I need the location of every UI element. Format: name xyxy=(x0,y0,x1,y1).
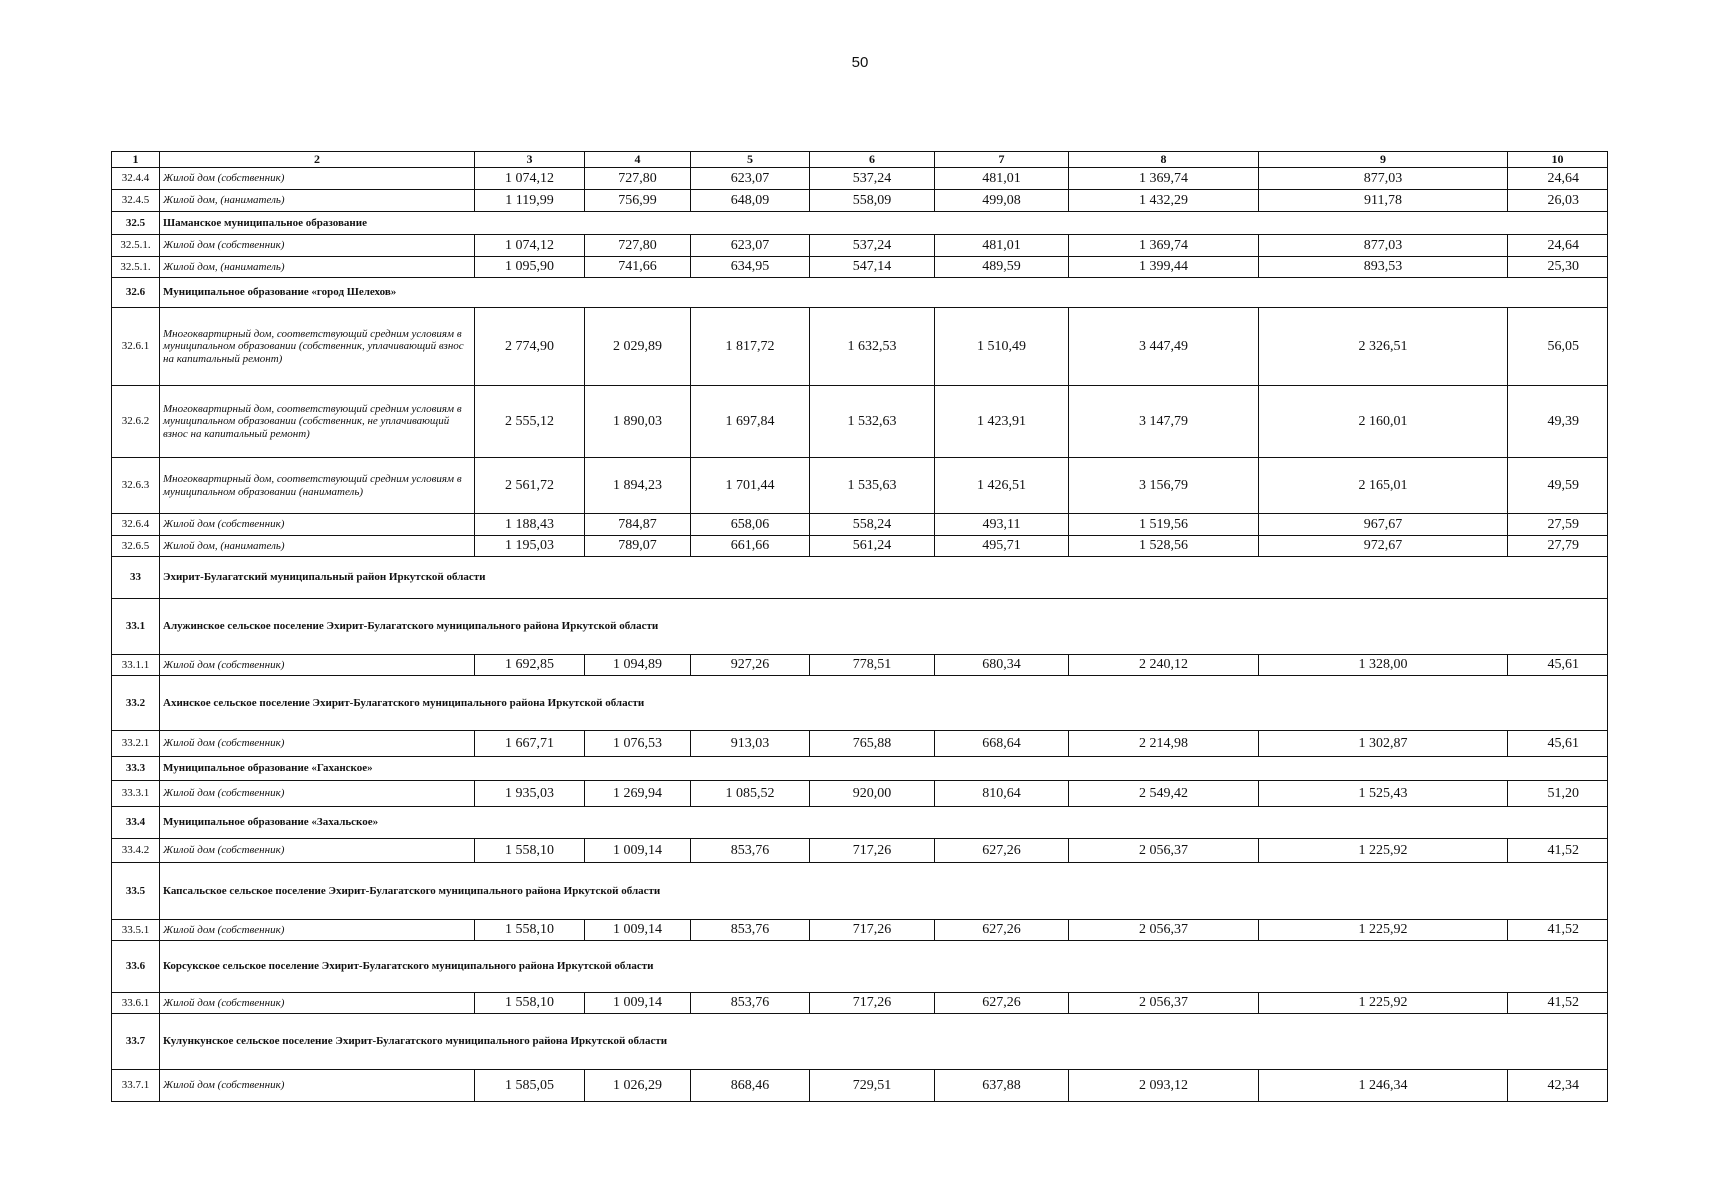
value-cell: 45,61 xyxy=(1508,655,1608,676)
value-cell: 765,88 xyxy=(810,731,935,757)
value-cell: 1 369,74 xyxy=(1069,235,1259,257)
table-row xyxy=(112,655,1608,676)
row-name: Жилой дом (собственник) xyxy=(160,781,475,807)
row-number: 33.6.1 xyxy=(112,993,160,1014)
value-cell: 1 026,29 xyxy=(585,1070,691,1102)
value-cell: 627,26 xyxy=(935,993,1069,1014)
section-title: Муниципальное образование «Захальское» xyxy=(160,807,1608,839)
row-number: 32.6 xyxy=(112,278,160,308)
value-cell: 489,59 xyxy=(935,257,1069,278)
row-number: 32.5 xyxy=(112,212,160,235)
value-cell: 2 093,12 xyxy=(1069,1070,1259,1102)
value-cell: 499,08 xyxy=(935,190,1069,212)
value-cell: 1 817,72 xyxy=(691,308,810,386)
value-cell: 729,51 xyxy=(810,1070,935,1102)
value-cell: 493,11 xyxy=(935,514,1069,536)
value-cell: 853,76 xyxy=(691,993,810,1014)
value-cell: 661,66 xyxy=(691,536,810,557)
row-name: Жилой дом (собственник) xyxy=(160,731,475,757)
value-cell: 25,30 xyxy=(1508,257,1608,278)
value-cell: 623,07 xyxy=(691,235,810,257)
value-cell: 1 399,44 xyxy=(1069,257,1259,278)
value-cell: 1 432,29 xyxy=(1069,190,1259,212)
value-cell: 1 328,00 xyxy=(1259,655,1508,676)
table-row xyxy=(112,993,1608,1014)
value-cell: 1 510,49 xyxy=(935,308,1069,386)
value-cell: 2 165,01 xyxy=(1259,458,1508,514)
column-number: 2 xyxy=(160,152,475,168)
tariff-table xyxy=(111,151,1608,1102)
row-number: 33 xyxy=(112,557,160,599)
table-row xyxy=(112,235,1608,257)
value-cell: 1 692,85 xyxy=(475,655,585,676)
table-row xyxy=(112,257,1608,278)
value-cell: 1 525,43 xyxy=(1259,781,1508,807)
value-cell: 1 519,56 xyxy=(1069,514,1259,536)
section-row xyxy=(112,1014,1608,1070)
section-title: Ахинское сельское поселение Эхирит-Булагатского муниципального района Иркутской области xyxy=(160,676,1608,731)
value-cell: 1 195,03 xyxy=(475,536,585,557)
value-cell: 877,03 xyxy=(1259,168,1508,190)
value-cell: 717,26 xyxy=(810,920,935,941)
section-row xyxy=(112,278,1608,308)
value-cell: 911,78 xyxy=(1259,190,1508,212)
column-number: 4 xyxy=(585,152,691,168)
value-cell: 2 056,37 xyxy=(1069,920,1259,941)
value-cell: 668,64 xyxy=(935,731,1069,757)
section-row xyxy=(112,212,1608,235)
section-row xyxy=(112,676,1608,731)
section-row xyxy=(112,941,1608,993)
row-number: 33.5.1 xyxy=(112,920,160,941)
row-number: 33.4.2 xyxy=(112,839,160,863)
value-cell: 727,80 xyxy=(585,235,691,257)
column-number: 5 xyxy=(691,152,810,168)
value-cell: 2 214,98 xyxy=(1069,731,1259,757)
value-cell: 558,09 xyxy=(810,190,935,212)
value-cell: 561,24 xyxy=(810,536,935,557)
value-cell: 920,00 xyxy=(810,781,935,807)
value-cell: 1 935,03 xyxy=(475,781,585,807)
value-cell: 877,03 xyxy=(1259,235,1508,257)
value-cell: 1 558,10 xyxy=(475,920,585,941)
section-row xyxy=(112,757,1608,781)
value-cell: 1 095,90 xyxy=(475,257,585,278)
column-number: 7 xyxy=(935,152,1069,168)
value-cell: 1 094,89 xyxy=(585,655,691,676)
value-cell: 481,01 xyxy=(935,235,1069,257)
value-cell: 810,64 xyxy=(935,781,1069,807)
value-cell: 1 009,14 xyxy=(585,920,691,941)
row-number: 32.5.1. xyxy=(112,257,160,278)
table-row xyxy=(112,386,1608,458)
row-name: Жилой дом (собственник) xyxy=(160,655,475,676)
table-row xyxy=(112,839,1608,863)
value-cell: 2 029,89 xyxy=(585,308,691,386)
row-number: 32.6.2 xyxy=(112,386,160,458)
table-row xyxy=(112,458,1608,514)
row-number: 33.4 xyxy=(112,807,160,839)
row-number: 33.3.1 xyxy=(112,781,160,807)
value-cell: 658,06 xyxy=(691,514,810,536)
value-cell: 1 246,34 xyxy=(1259,1070,1508,1102)
table-row xyxy=(112,168,1608,190)
row-number: 33.1.1 xyxy=(112,655,160,676)
value-cell: 1 701,44 xyxy=(691,458,810,514)
row-number: 33.3 xyxy=(112,757,160,781)
row-name: Жилой дом (собственник) xyxy=(160,168,475,190)
value-cell: 24,64 xyxy=(1508,235,1608,257)
column-number: 9 xyxy=(1259,152,1508,168)
row-name: Жилой дом (собственник) xyxy=(160,993,475,1014)
value-cell: 1 085,52 xyxy=(691,781,810,807)
section-title: Корсукское сельское поселение Эхирит-Булагатского муниципального района Иркутской области xyxy=(160,941,1608,993)
value-cell: 680,34 xyxy=(935,655,1069,676)
section-title: Муниципальное образование «Гаханское» xyxy=(160,757,1608,781)
value-cell: 1 074,12 xyxy=(475,235,585,257)
row-number: 32.6.1 xyxy=(112,308,160,386)
value-cell: 1 188,43 xyxy=(475,514,585,536)
value-cell: 41,52 xyxy=(1508,839,1608,863)
value-cell: 1 697,84 xyxy=(691,386,810,458)
value-cell: 927,26 xyxy=(691,655,810,676)
table-row xyxy=(112,781,1608,807)
column-number: 1 xyxy=(112,152,160,168)
value-cell: 648,09 xyxy=(691,190,810,212)
value-cell: 913,03 xyxy=(691,731,810,757)
value-cell: 717,26 xyxy=(810,993,935,1014)
table-row xyxy=(112,731,1608,757)
value-cell: 623,07 xyxy=(691,168,810,190)
value-cell: 1 269,94 xyxy=(585,781,691,807)
row-number: 32.6.3 xyxy=(112,458,160,514)
section-title: Кулункунское сельское поселение Эхирит-Булагатского муниципального района Иркутской области xyxy=(160,1014,1608,1070)
row-name: Многоквартирный дом, соответствующий средним условиям в муниципальном образовании (наниматель) xyxy=(160,458,475,514)
section-row xyxy=(112,557,1608,599)
section-title: Алужинское сельское поселение Эхирит-Булагатского муниципального района Иркутской области xyxy=(160,599,1608,655)
value-cell: 1 558,10 xyxy=(475,993,585,1014)
row-name: Жилой дом (собственник) xyxy=(160,235,475,257)
column-number: 10 xyxy=(1508,152,1608,168)
row-name: Жилой дом, (наниматель) xyxy=(160,190,475,212)
row-number: 33.7.1 xyxy=(112,1070,160,1102)
value-cell: 2 056,37 xyxy=(1069,839,1259,863)
value-cell: 3 447,49 xyxy=(1069,308,1259,386)
column-number: 8 xyxy=(1069,152,1259,168)
column-number-header-row xyxy=(112,152,1608,168)
value-cell: 2 555,12 xyxy=(475,386,585,458)
value-cell: 2 549,42 xyxy=(1069,781,1259,807)
value-cell: 789,07 xyxy=(585,536,691,557)
value-cell: 495,71 xyxy=(935,536,1069,557)
row-number: 32.6.4 xyxy=(112,514,160,536)
value-cell: 45,61 xyxy=(1508,731,1608,757)
value-cell: 547,14 xyxy=(810,257,935,278)
row-name: Жилой дом, (наниматель) xyxy=(160,536,475,557)
row-number: 32.4.4 xyxy=(112,168,160,190)
value-cell: 637,88 xyxy=(935,1070,1069,1102)
row-number: 33.6 xyxy=(112,941,160,993)
value-cell: 1 074,12 xyxy=(475,168,585,190)
section-row xyxy=(112,807,1608,839)
value-cell: 481,01 xyxy=(935,168,1069,190)
value-cell: 1 009,14 xyxy=(585,839,691,863)
row-name: Многоквартирный дом, соответствующий средним условиям в муниципальном образовании (собственник, уплачивающий взнос на капитальный ремонт) xyxy=(160,308,475,386)
value-cell: 1 009,14 xyxy=(585,993,691,1014)
value-cell: 756,99 xyxy=(585,190,691,212)
value-cell: 972,67 xyxy=(1259,536,1508,557)
value-cell: 1 558,10 xyxy=(475,839,585,863)
value-cell: 627,26 xyxy=(935,920,1069,941)
value-cell: 3 156,79 xyxy=(1069,458,1259,514)
row-name: Жилой дом (собственник) xyxy=(160,839,475,863)
value-cell: 49,59 xyxy=(1508,458,1608,514)
table-row xyxy=(112,308,1608,386)
column-number: 6 xyxy=(810,152,935,168)
value-cell: 893,53 xyxy=(1259,257,1508,278)
value-cell: 1 890,03 xyxy=(585,386,691,458)
value-cell: 627,26 xyxy=(935,839,1069,863)
value-cell: 1 632,53 xyxy=(810,308,935,386)
value-cell: 1 532,63 xyxy=(810,386,935,458)
section-title: Эхирит-Булагатский муниципальный район Иркутской области xyxy=(160,557,1608,599)
value-cell: 1 535,63 xyxy=(810,458,935,514)
value-cell: 49,39 xyxy=(1508,386,1608,458)
value-cell: 537,24 xyxy=(810,235,935,257)
table-body xyxy=(112,152,1608,1102)
row-name: Жилой дом, (наниматель) xyxy=(160,257,475,278)
value-cell: 1 225,92 xyxy=(1259,920,1508,941)
section-row xyxy=(112,599,1608,655)
value-cell: 1 423,91 xyxy=(935,386,1069,458)
row-number: 32.4.5 xyxy=(112,190,160,212)
value-cell: 717,26 xyxy=(810,839,935,863)
value-cell: 41,52 xyxy=(1508,993,1608,1014)
section-title: Муниципальное образование «город Шелехов» xyxy=(160,278,1608,308)
value-cell: 2 056,37 xyxy=(1069,993,1259,1014)
value-cell: 41,52 xyxy=(1508,920,1608,941)
value-cell: 2 774,90 xyxy=(475,308,585,386)
page-number: 50 xyxy=(851,54,869,71)
table-row xyxy=(112,514,1608,536)
value-cell: 727,80 xyxy=(585,168,691,190)
value-cell: 1 585,05 xyxy=(475,1070,585,1102)
value-cell: 2 160,01 xyxy=(1259,386,1508,458)
row-number: 32.5.1. xyxy=(112,235,160,257)
value-cell: 1 894,23 xyxy=(585,458,691,514)
value-cell: 778,51 xyxy=(810,655,935,676)
row-number: 33.2 xyxy=(112,676,160,731)
value-cell: 1 302,87 xyxy=(1259,731,1508,757)
row-number: 33.7 xyxy=(112,1014,160,1070)
value-cell: 3 147,79 xyxy=(1069,386,1259,458)
section-row xyxy=(112,863,1608,920)
value-cell: 634,95 xyxy=(691,257,810,278)
value-cell: 537,24 xyxy=(810,168,935,190)
value-cell: 853,76 xyxy=(691,839,810,863)
value-cell: 2 240,12 xyxy=(1069,655,1259,676)
value-cell: 56,05 xyxy=(1508,308,1608,386)
value-cell: 2 326,51 xyxy=(1259,308,1508,386)
column-number: 3 xyxy=(475,152,585,168)
value-cell: 1 119,99 xyxy=(475,190,585,212)
value-cell: 24,64 xyxy=(1508,168,1608,190)
row-number: 33.5 xyxy=(112,863,160,920)
table-row xyxy=(112,920,1608,941)
value-cell: 1 369,74 xyxy=(1069,168,1259,190)
value-cell: 2 561,72 xyxy=(475,458,585,514)
value-cell: 1 225,92 xyxy=(1259,839,1508,863)
table-row xyxy=(112,536,1608,557)
value-cell: 1 225,92 xyxy=(1259,993,1508,1014)
section-title: Капсальское сельское поселение Эхирит-Булагатского муниципального района Иркутской области xyxy=(160,863,1608,920)
value-cell: 967,67 xyxy=(1259,514,1508,536)
row-number: 33.2.1 xyxy=(112,731,160,757)
value-cell: 27,79 xyxy=(1508,536,1608,557)
value-cell: 853,76 xyxy=(691,920,810,941)
row-name: Многоквартирный дом, соответствующий средним условиям в муниципальном образовании (собственник, не уплачивающий взнос на капитальный ремонт) xyxy=(160,386,475,458)
value-cell: 741,66 xyxy=(585,257,691,278)
value-cell: 1 528,56 xyxy=(1069,536,1259,557)
value-cell: 558,24 xyxy=(810,514,935,536)
value-cell: 51,20 xyxy=(1508,781,1608,807)
value-cell: 1 426,51 xyxy=(935,458,1069,514)
value-cell: 784,87 xyxy=(585,514,691,536)
section-title: Шаманское муниципальное образование xyxy=(160,212,1608,235)
table-row xyxy=(112,1070,1608,1102)
value-cell: 42,34 xyxy=(1508,1070,1608,1102)
value-cell: 26,03 xyxy=(1508,190,1608,212)
row-number: 32.6.5 xyxy=(112,536,160,557)
row-name: Жилой дом (собственник) xyxy=(160,514,475,536)
row-name: Жилой дом (собственник) xyxy=(160,920,475,941)
value-cell: 27,59 xyxy=(1508,514,1608,536)
row-name: Жилой дом (собственник) xyxy=(160,1070,475,1102)
table-row xyxy=(112,190,1608,212)
row-number: 33.1 xyxy=(112,599,160,655)
value-cell: 1 076,53 xyxy=(585,731,691,757)
value-cell: 868,46 xyxy=(691,1070,810,1102)
value-cell: 1 667,71 xyxy=(475,731,585,757)
